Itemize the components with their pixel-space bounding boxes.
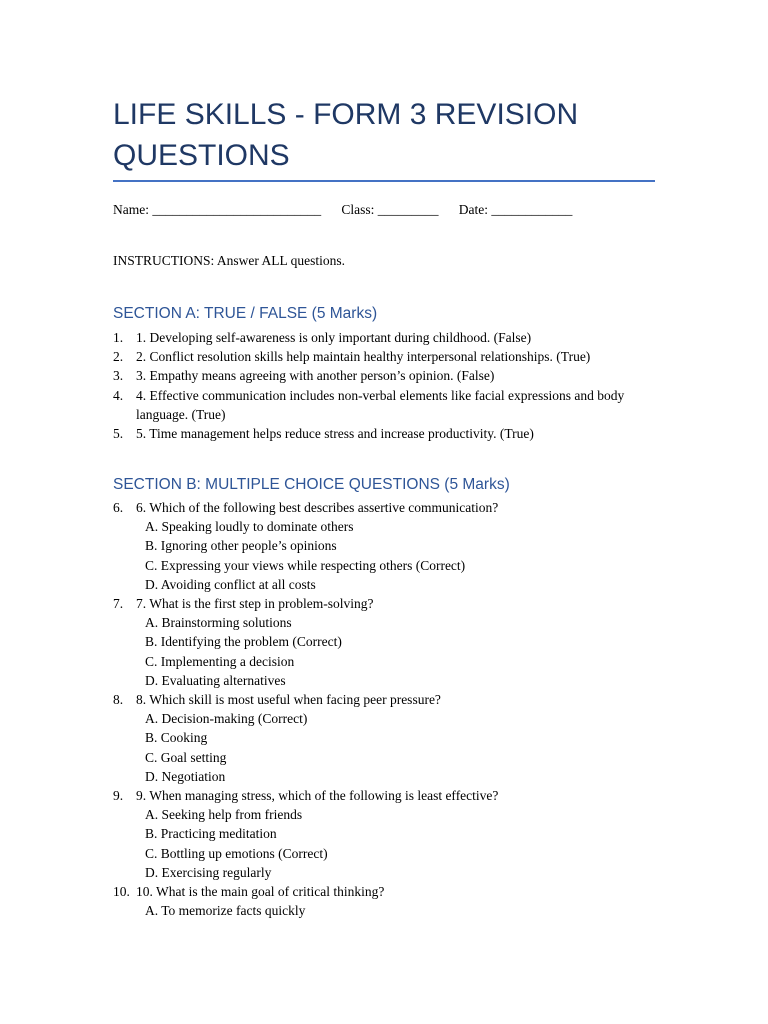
question-text: 10. What is the main goal of critical thinking? bbox=[136, 884, 385, 900]
question-text: 3. Empathy means agreeing with another person’s opinion. (False) bbox=[136, 368, 495, 384]
question-item bbox=[113, 498, 673, 594]
question-item bbox=[113, 882, 673, 920]
answer-option: B. Practicing meditation bbox=[145, 826, 277, 842]
section-b-questions bbox=[113, 498, 673, 920]
answer-options bbox=[136, 709, 673, 786]
question-number: 10. bbox=[113, 884, 130, 900]
document-title: LIFE SKILLS - FORM 3 REVISION QUESTIONS bbox=[113, 98, 579, 172]
answer-option: A. Speaking loudly to dominate others bbox=[145, 519, 354, 535]
class-field: Class: _________ bbox=[341, 202, 439, 217]
question-item bbox=[113, 347, 673, 366]
answer-option: D. Avoiding conflict at all costs bbox=[145, 576, 316, 592]
question-number: 2. bbox=[113, 349, 124, 365]
section-b-heading: SECTION B: MULTIPLE CHOICE QUESTIONS (5 Marks) bbox=[113, 476, 510, 493]
answer-option: C. Implementing a decision bbox=[145, 653, 295, 669]
answer-option: D. Exercising regularly bbox=[145, 864, 272, 880]
answer-option: B. Cooking bbox=[145, 730, 208, 746]
question-number: 8. bbox=[113, 692, 124, 708]
instructions: INSTRUCTIONS: Answer ALL questions. bbox=[113, 253, 345, 268]
answer-option: C. Bottling up emotions (Correct) bbox=[145, 845, 328, 861]
question-item bbox=[113, 386, 673, 424]
answer-option: A. Seeking help from friends bbox=[145, 807, 303, 823]
section-a-questions bbox=[113, 328, 673, 443]
date-field: Date: ____________ bbox=[458, 202, 573, 217]
question-number: 3. bbox=[113, 368, 124, 384]
answer-options bbox=[136, 901, 673, 920]
answer-option: D. Negotiation bbox=[145, 768, 226, 784]
answer-option: A. Brainstorming solutions bbox=[145, 615, 292, 631]
question-number: 5. bbox=[113, 426, 124, 442]
question-text: 9. When managing stress, which of the following is least effective? bbox=[136, 788, 499, 804]
title-underline bbox=[113, 180, 655, 182]
answer-options bbox=[136, 805, 673, 882]
question-text: 5. Time management helps reduce stress and increase productivity. (True) bbox=[136, 426, 534, 442]
question-number: 4. bbox=[113, 387, 124, 403]
question-item bbox=[113, 690, 673, 786]
answer-options bbox=[136, 517, 673, 594]
question-item bbox=[113, 366, 673, 385]
question-number: 6. bbox=[113, 500, 124, 515]
answer-option: C. Goal setting bbox=[145, 749, 227, 765]
question-number: 9. bbox=[113, 788, 124, 804]
answer-option: D. Evaluating alternatives bbox=[145, 672, 286, 688]
question-item bbox=[113, 328, 673, 347]
answer-option: A. Decision-making (Correct) bbox=[145, 711, 308, 727]
question-number: 7. bbox=[113, 596, 124, 612]
section-a-heading: SECTION A: TRUE / FALSE (5 Marks) bbox=[113, 305, 378, 322]
question-text: 4. Effective communication includes non-verbal elements like facial expressions and body language. (True) bbox=[136, 387, 625, 422]
question-item bbox=[113, 594, 673, 690]
question-text: 6. Which of the following best describes assertive communication? bbox=[136, 500, 499, 515]
question-text: 7. What is the first step in problem-solving? bbox=[136, 596, 374, 612]
question-item bbox=[113, 786, 673, 882]
answer-option: B. Identifying the problem (Correct) bbox=[145, 634, 342, 650]
name-field: Name: _________________________ bbox=[113, 202, 322, 217]
student-details-line bbox=[113, 201, 572, 219]
question-text: 8. Which skill is most useful when facing peer pressure? bbox=[136, 692, 441, 708]
answer-option: A. To memorize facts quickly bbox=[145, 903, 306, 919]
question-number: 1. bbox=[113, 330, 124, 345]
answer-option: B. Ignoring other people’s opinions bbox=[145, 538, 337, 554]
answer-option: C. Expressing your views while respecting others (Correct) bbox=[145, 557, 466, 573]
answer-options bbox=[136, 613, 673, 690]
question-item bbox=[113, 424, 673, 443]
question-text: 2. Conflict resolution skills help maintain healthy interpersonal relationships. (True) bbox=[136, 349, 591, 365]
question-text: 1. Developing self-awareness is only important during childhood. (False) bbox=[136, 330, 532, 345]
